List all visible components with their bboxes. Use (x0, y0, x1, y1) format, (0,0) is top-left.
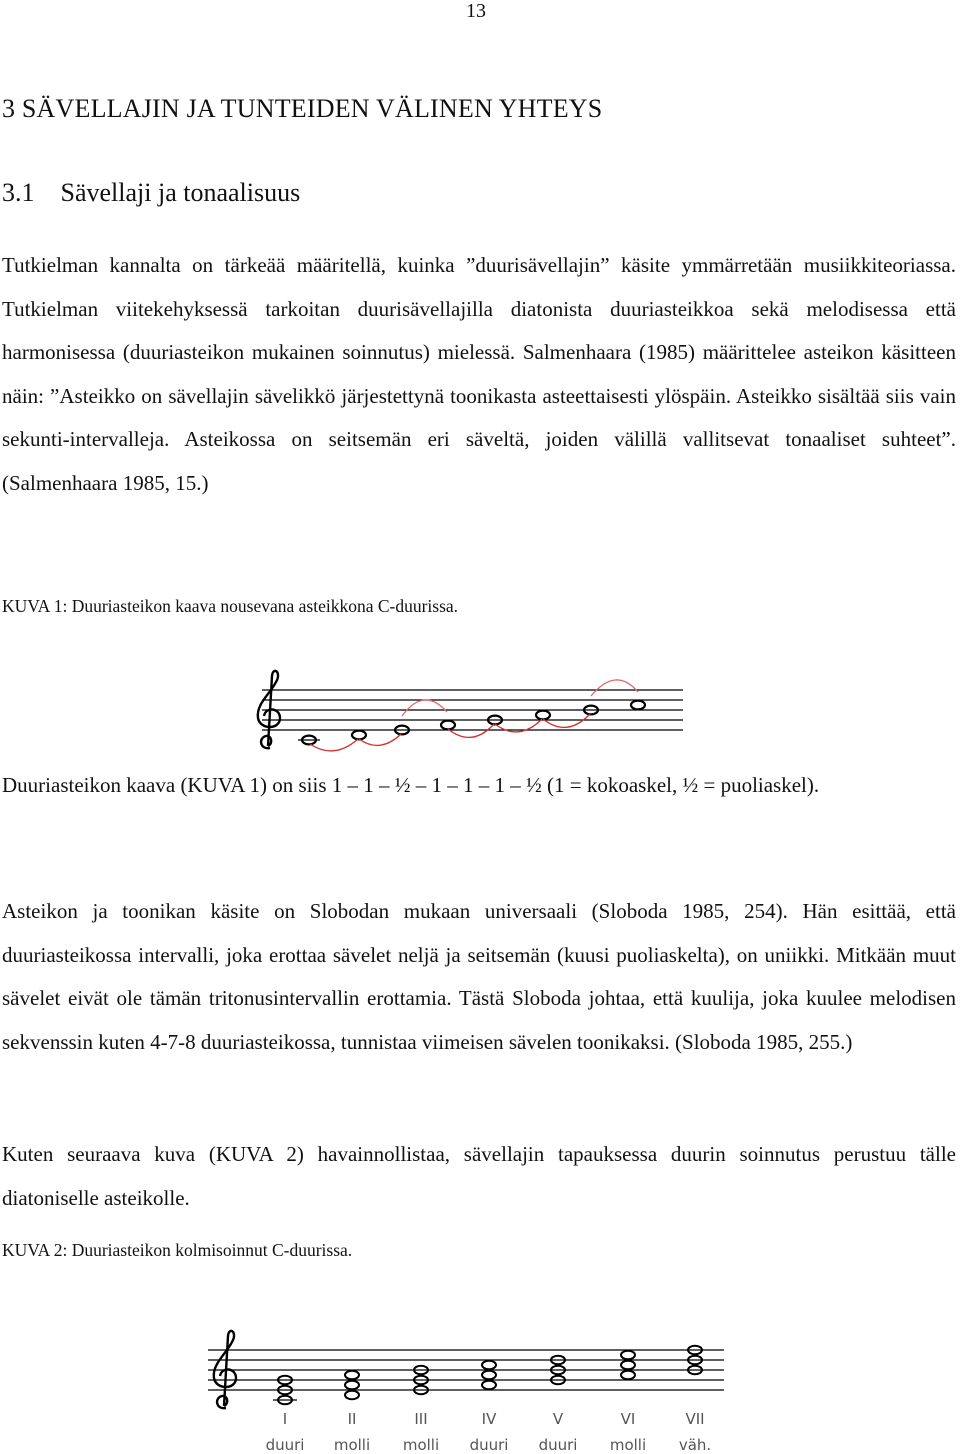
note-a (536, 711, 550, 720)
quality-label-4: duuri (469, 1436, 509, 1454)
note-c2 (631, 701, 645, 710)
quality-label-3: molli (402, 1436, 440, 1454)
staff-lines (262, 690, 683, 730)
paragraph-figure2-intro: Kuten seuraava kuva (KUVA 2) havainnollistaa, sävellajin tapauksessa duurin soinnutus perustuu tälle diatoniselle asteikolle. (2, 1142, 956, 1210)
chord-ii (345, 1371, 359, 1399)
quality-label-7: väh. (678, 1436, 712, 1454)
section-title: 3.1 Sävellaji ja tonaalisuus (2, 178, 301, 207)
chord-iv (482, 1361, 496, 1389)
note-f (441, 721, 455, 730)
figure2-triad-staff (200, 1326, 730, 1454)
degree-label-7: VII (685, 1410, 705, 1428)
paragraph-scale-definition: Tutkielman kannalta on tärkeää määritellä, kuinka ”duurisävellajin” käsite ymmärretään musiikkiteoriassa. Tutkielman viitekehyksessä tarkoitan duurisävellajilla diatonista duuriasteikkoa sekä melodisessa että harmonisessa (duuriasteikon mukainen soinnutus) mielessä. Salmenhaara (1985) määrittelee asteikon käsitteen näin: ”Asteikko on sävellajin sävelikkö järjestettynä toonikasta asteettaisesti ylöspäin. Asteikko sisältää siis vain sekunti-intervalleja. Asteikossa on seitsemän eri säveltä, joiden välillä vallitsevat tonaaliset suhteet”. (Salmenhaara 1985, 15.) (2, 253, 956, 495)
chapter-title: 3 SÄVELLAJIN JA TUNTEIDEN VÄLINEN YHTEYS (2, 94, 603, 123)
figure2-caption: KUVA 2: Duuriasteikon kolmisoinnut C-duurissa. (2, 1240, 353, 1260)
degree-labels (283, 1410, 705, 1428)
quality-labels (266, 1436, 712, 1454)
degree-label-2: II (347, 1410, 357, 1428)
degree-label-4: IV (481, 1410, 497, 1428)
degree-label-1: I (282, 1410, 288, 1428)
quality-label-1: duuri (265, 1436, 305, 1454)
degree-label-5: V (552, 1410, 564, 1428)
quality-label-2: molli (333, 1436, 371, 1454)
figure1-caption: KUVA 1: Duuriasteikon kaava nousevana asteikkona C-duurissa. (2, 596, 459, 616)
quality-label-5: duuri (538, 1436, 578, 1454)
page-number: 13 (466, 0, 486, 22)
triad-chords (273, 1346, 702, 1404)
note-d (352, 731, 366, 740)
figure1-scale-staff (246, 668, 686, 752)
quality-label-6: molli (609, 1436, 647, 1454)
chord-vi (621, 1351, 635, 1379)
paragraph-sloboda: Asteikon ja toonikan käsite on Slobodan mukaan universaali (Sloboda 1985, 254). Hän esittää, että duuriasteikossa intervalli, joka erottaa sävelet neljä ja seitsemän (kuusi puoliaskelta), on uniikki. Mitkään muut sävelet eivät ole tämän tritonusintervallin erottamia. Tästä Sloboda johtaa, että kuulija, joka kuulee melodisen sekvenssin kuten 4-7-8 duuriasteikossa, tunnistaa viimeisen sävelen toonikaksi. (Sloboda 1985, 255.) (2, 899, 956, 1054)
paragraph-scale-formula: Duuriasteikon kaava (KUVA 1) on siis 1 – 1 – ½ – 1 – 1 – 1 – ½ (1 = kokoaskel, ½ = puoliaskel). (2, 773, 820, 797)
degree-label-6: VI (620, 1410, 636, 1428)
degree-label-3: III (414, 1410, 428, 1428)
